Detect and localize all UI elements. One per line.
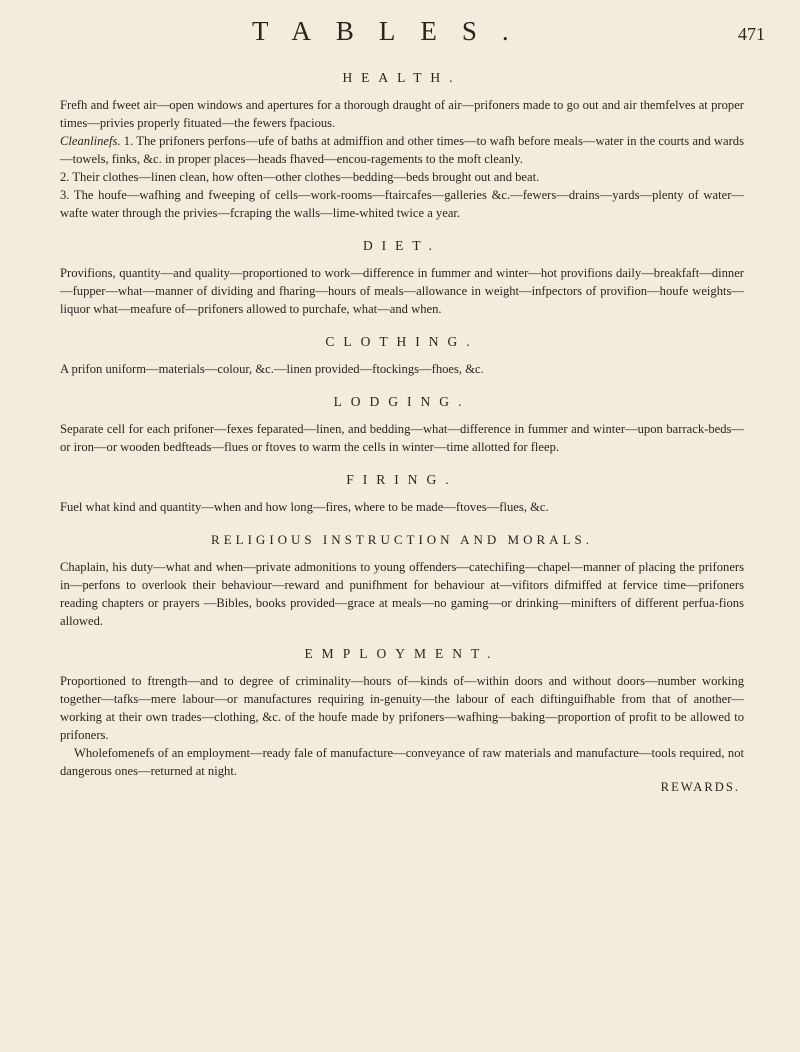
employment-text-2: Wholefomenefs of an employment—ready fale of manufacture—conveyance of raw materials and manufacture—tools required, not dangerous ones—returned at night. (60, 746, 744, 778)
page-number: 471 (738, 24, 765, 44)
diet-text: Provifions, quantity—and quality—proportioned to work—difference in fummer and winter—hot provifions daily—breakfaft—dinner—fupper—what—manner of dividing and fharing—hours of meals—allowance in weight—infpectors of provifion—houfe weights—liquor what—meafure of—prifoners allowed to purchafe, what—and when. (60, 266, 744, 316)
heading-employment: EMPLOYMENT. (304, 646, 500, 661)
section-clothing (60, 334, 744, 378)
clothing-text: A prifon uniform—materials—colour, &c.—linen provided—ftockings—fhoes, &c. (60, 362, 484, 376)
running-title: TABLES. (252, 16, 534, 46)
heading-firing: FIRING. (346, 472, 458, 487)
employment-text-1: Proportioned to ftrength—and to degree of criminality—hours of—kinds of—within doors and without doors—number working together—tafks—mere labour—or manufactures requiring in-genuity—the labour of each diftinguifhable from that of another—working at their own trades—clothing, &c. of the houfe made by prifoners—wafhing—baking—proportion of profit to be allowed to prifoners. (60, 674, 744, 742)
heading-health: HEALTH. (342, 70, 462, 85)
lodging-text: Separate cell for each prifoner—fexes feparated—linen, and bedding—what—difference in fummer and winter—upon barrack-beds—or iron—or wooden bedfteads—flues or ftoves to warm the cells in winter—time allotted for fleep. (60, 422, 744, 454)
health-item-1: 1. The prifoners perfons—ufe of baths at admiffion and other times—to wafh before meals—water in the courts and wards—towels, finks, &c. in proper places—heads fhaved—encou-ragements to the moft cleanly. (60, 134, 744, 166)
health-item-2: 2. Their clothes—linen clean, how often—other clothes—bedding—beds brought out and beat. (60, 170, 540, 184)
page-body (60, 70, 744, 805)
heading-lodging: LODGING. (333, 394, 471, 409)
firing-text: Fuel what kind and quantity—when and how long—fires, where to be made—ftoves—flues, &c. (60, 500, 549, 514)
health-cleanliness-item1 (60, 132, 744, 168)
heading-diet: DIET. (362, 238, 442, 253)
section-firing (60, 472, 744, 516)
section-diet (60, 238, 744, 318)
running-head (0, 16, 800, 56)
health-intro: Frefh and fweet air—open windows and apertures for a thorough draught of air—prifoners made to go out and air themfelves at proper times—privies properly fituated—the fewers fpacious. (60, 98, 744, 130)
religious-text: Chaplain, his duty—what and when—private admonitions to young offenders—catechifing—chapel—manner of placing the prifoners in—perfons to overlook their behaviour—reward and punifhment for behaviour at—vifitors difmiffed at fervice time—prifoners reading chapters or prayers —Bibles, books provided—grace at meals—no gaming—or drinking—minifters of different perfua-fions allowed. (60, 560, 744, 628)
section-health (60, 70, 744, 222)
section-religious-instruction (60, 532, 744, 630)
health-item-3: 3. The houfe—wafhing and fweeping of cells—work-rooms—ftaircafes—galleries &c.—fewers—drains—yards—plenty of water—wafte water through the privies—fcraping the walls—lime-whited twice a year. (60, 188, 744, 220)
section-lodging (60, 394, 744, 456)
cleanliness-lead: Cleanlinefs. (60, 134, 121, 148)
section-employment (60, 646, 744, 795)
heading-clothing: CLOTHING. (325, 334, 479, 349)
heading-religious-instruction: RELIGIOUS INSTRUCTION AND MORALS. (211, 532, 593, 547)
catchword: REWARDS. (660, 780, 740, 794)
